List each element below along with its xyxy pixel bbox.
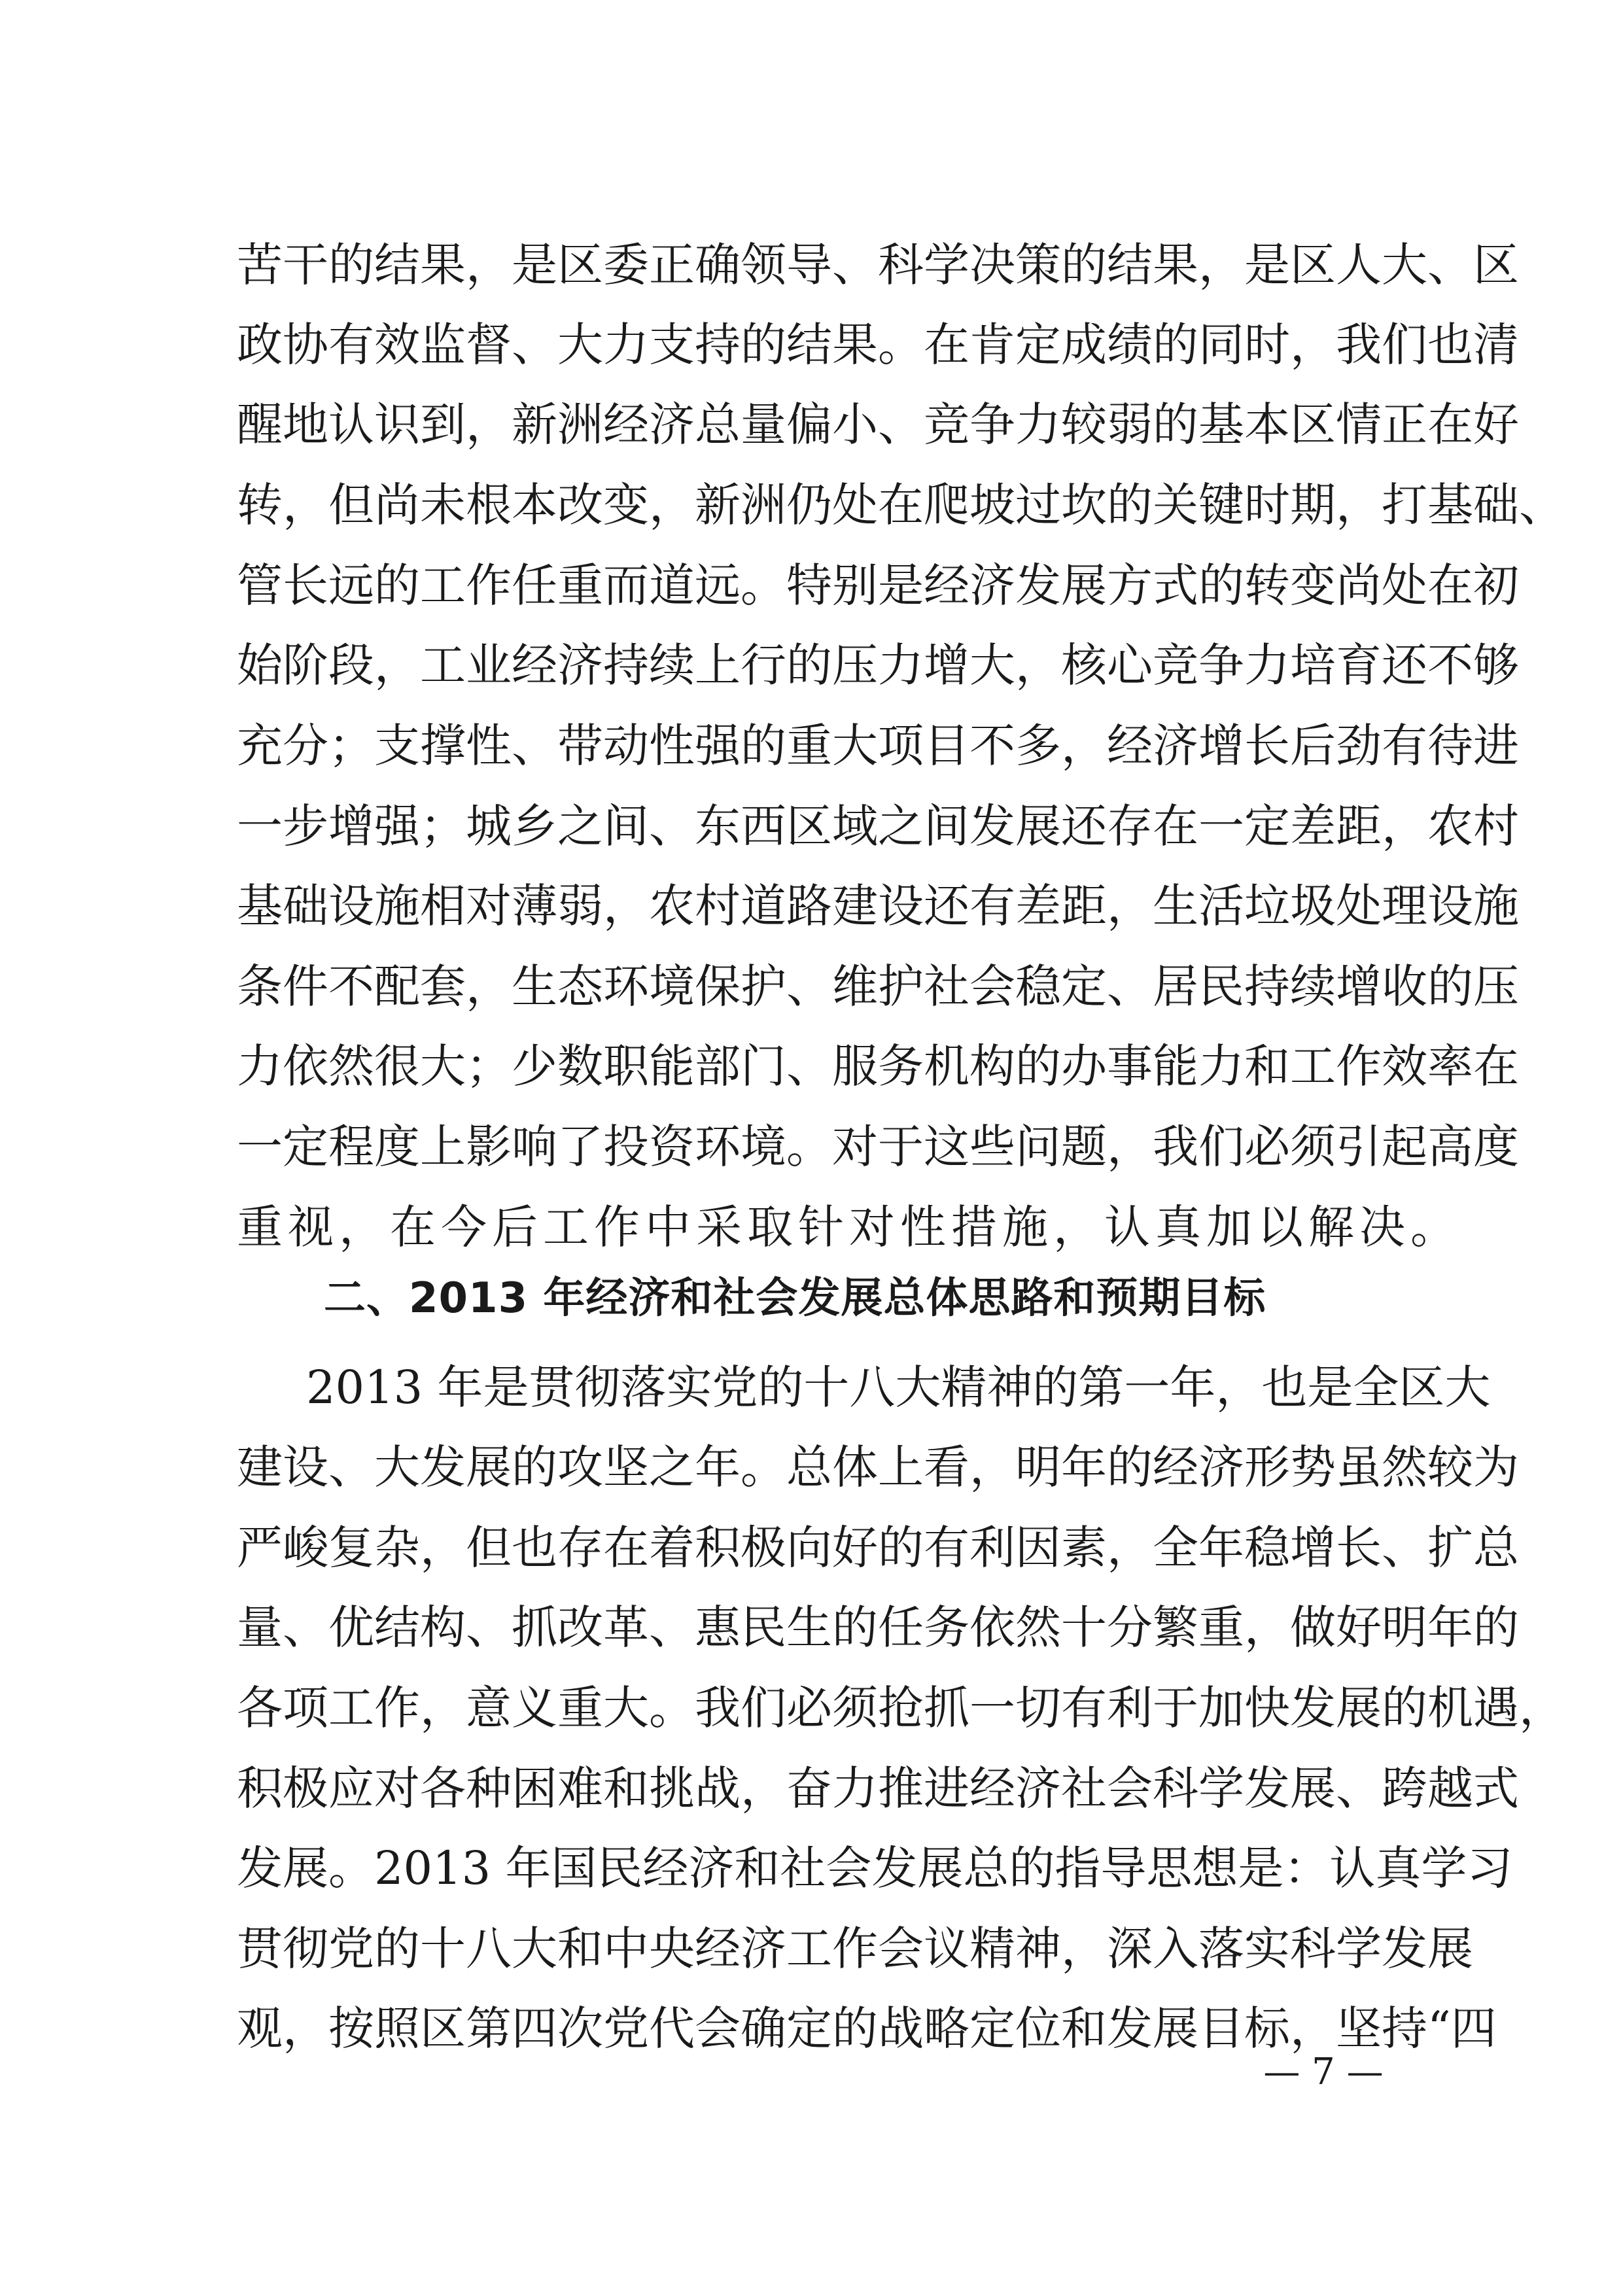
text-line: 积极应对各种困难和挑战，奋力推进经济社会科学发展、跨越式 (237, 1762, 1519, 1815)
text-line: 始阶段，工业经济持续上行的压力增大，核心竞争力培育还不够 (237, 638, 1519, 692)
text-line: 基础设施相对薄弱，农村道路建设还有差距，生活垃圾处理设施 (237, 879, 1519, 933)
text-line: 充分；支撑性、带动性强的重大项目不多，经济增长后劲有待进 (237, 719, 1519, 773)
page-number: — 7 — (1263, 2051, 1384, 2093)
text-line: 各项工作，意义重大。我们必须抢抓一切有利于加快发展的机遇， (237, 1681, 1565, 1735)
text-line: 贯彻党的十八大和中央经济工作会议精神，深入落实科学发展 (237, 1922, 1473, 1975)
text-line: 观，按照区第四次党代会确定的战略定位和发展目标，坚持“四 (237, 2002, 1497, 2055)
text-line: 政协有效监督、大力支持的结果。在肯定成绩的同时，我们也清 (237, 318, 1519, 372)
text-line: 转，但尚未根本改变，新洲仍处在爬坡过坎的关键时期，打基础、 (237, 478, 1565, 532)
text-line: 量、优结构、抓改革、惠民生的任务依然十分繁重，做好明年的 (237, 1601, 1519, 1654)
text-line: 严峻复杂，但也存在着积极向好的有利因素，全年稳增长、扩总 (237, 1521, 1519, 1574)
text-line: 苦干的结果，是区委正确领导、科学决策的结果，是区人大、区 (237, 238, 1519, 292)
text-line: 力依然很大；少数职能部门、服务机构的办事能力和工作效率在 (237, 1039, 1519, 1093)
text-line: 条件不配套，生态环境保护、维护社会稳定、居民持续增收的压 (237, 960, 1519, 1013)
text-line: 发展。2013 年国民经济和社会发展总的指导思想是：认真学习 (237, 1841, 1513, 1895)
text-line: 一步增强；城乡之间、东西区域之间发展还存在一定差距，农村 (237, 799, 1519, 853)
text-line: 2013 年是贯彻落实党的十八大精神的第一年，也是全区大 (306, 1361, 1491, 1414)
text-line: 建设、大发展的攻坚之年。总体上看，明年的经济形势虽然较为 (237, 1440, 1519, 1494)
text-line: 一定程度上影响了投资环境。对于这些问题，我们必须引起高度 (237, 1120, 1519, 1174)
text-line: 管长远的工作任重而道远。特别是经济发展方式的转变尚处在初 (237, 559, 1519, 612)
text-line: 重视，在今后工作中采取针对性措施，认真加以解决。 (237, 1200, 1461, 1254)
section-heading: 二、2013 年经济和社会发展总体思路和预期目标 (324, 1274, 1266, 1323)
text-line: 醒地认识到，新洲经济总量偏小、竞争力较弱的基本区情正在好 (237, 398, 1519, 451)
